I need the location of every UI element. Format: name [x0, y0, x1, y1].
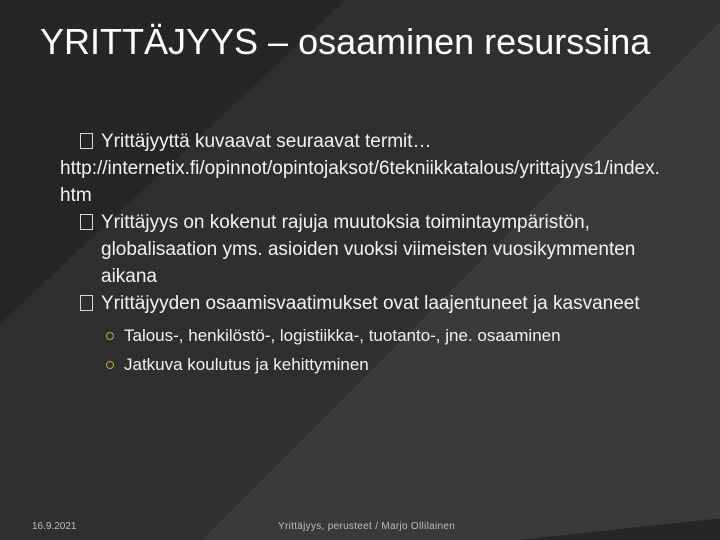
sub-list-item: [106, 323, 660, 348]
bullet-text: Yrittäjyyttä kuvaavat seuraavat termit…: [101, 131, 432, 152]
sub-list: [106, 323, 660, 377]
sub-list-item: [106, 352, 660, 377]
bullet-text: Yrittäjyyden osaamisvaatimukset ovat laajentuneet ja kasvaneet: [101, 293, 640, 314]
slide-body: [60, 128, 660, 381]
bullet-item: [80, 128, 660, 155]
bullet-text: Yrittäjyys on kokenut rajuja muutoksia toimintaympäristön, globalisaation yms. asioiden vuoksi viimeisten vuosikymmenten aikana: [101, 212, 636, 287]
bullet-item: [80, 290, 660, 317]
sub-item-text: Jatkuva koulutus ja kehittyminen: [124, 355, 369, 374]
square-bullet-icon: [80, 133, 93, 149]
footer-text: Yrittäjyys, perusteet / Marjo Ollilainen: [278, 521, 456, 532]
circle-bullet-icon: [106, 332, 114, 340]
sub-item-text: Talous-, henkilöstö-, logistiikka-, tuotanto-, jne. osaaminen: [124, 326, 561, 345]
square-bullet-icon: [80, 214, 93, 230]
slide-title: YRITTÄJYYS – osaaminen resurssina: [40, 21, 651, 62]
bullet-item: [80, 209, 660, 290]
circle-bullet-icon: [106, 361, 114, 369]
url-link[interactable]: http://internetix.fi/opinnot/opintojaksot/6tekniikkatalous/yrittajyys1/index.htm: [60, 158, 660, 206]
footer-date: 16.9.2021: [32, 521, 77, 532]
square-bullet-icon: [80, 295, 93, 311]
